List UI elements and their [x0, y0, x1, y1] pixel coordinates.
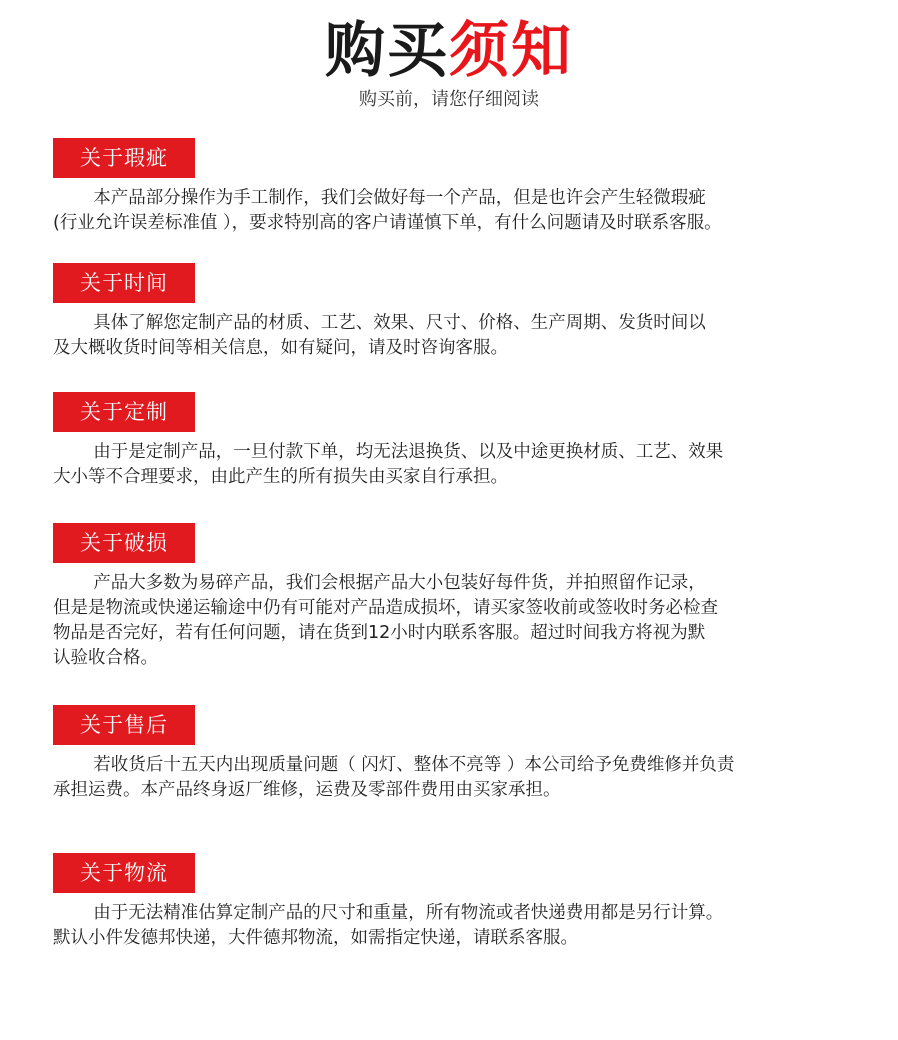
section-label: 关于时间 [53, 263, 195, 303]
page-title [0, 14, 898, 88]
section-custom [53, 392, 853, 490]
section-time [53, 263, 853, 361]
section-label: 关于物流 [53, 853, 195, 893]
section-text: 具体了解您定制产品的材质、工艺、效果、尺寸、价格、生产周期、发货时间以 及大概收货时间等相关信息，如有疑问，请及时咨询客服。 [53, 313, 706, 358]
section-after-sales [53, 705, 853, 803]
section-label: 关于瑕疵 [53, 138, 195, 178]
page-subtitle: 购买前，请您仔细阅读 [359, 89, 539, 110]
section-flaws [53, 138, 853, 236]
section-label: 关于售后 [53, 705, 195, 745]
section-text: 由于是定制产品，一旦付款下单，均无法退换货、以及中途更换材质、工艺、效果 大小等不合理要求，由此产生的所有损失由买家自行承担。 [53, 442, 724, 487]
section-label: 关于定制 [53, 392, 195, 432]
page-header [0, 14, 898, 112]
section-damage [53, 523, 853, 671]
section-text: 若收货后十五天内出现质量问题（ 闪灯、整体不亮等 ）本公司给予免费维修并负责 承担运费。本产品终身返厂维修，运费及零部件费用由买家承担。 [53, 755, 735, 800]
section-text: 产品大多数为易碎产品，我们会根据产品大小包装好每件货，并拍照留作记录， 但是是物流或快递运输途中仍有可能对产品造成损坏，请买家签收前或签收时务必检查 物品是否完好，若有任何问题，请在货到12小时内联系客服。超过时间我方将视为默 认验收合格。 [53, 573, 718, 668]
title-part-red: 须知 [449, 16, 573, 86]
section-label: 关于破损 [53, 523, 195, 563]
section-text: 本产品部分操作为手工制作，我们会做好每一个产品，但是也许会产生轻微瑕疵 (行业允许误差标准值 ），要求特别高的客户请谨慎下单，有什么问题请及时联系客服。 [53, 188, 722, 233]
section-logistics [53, 853, 853, 951]
title-part-dark: 购买 [325, 16, 449, 86]
section-text: 由于无法精准估算定制产品的尺寸和重量，所有物流或者快递费用都是另行计算。 默认小件发德邦快递，大件德邦物流，如需指定快递，请联系客服。 [53, 903, 724, 948]
